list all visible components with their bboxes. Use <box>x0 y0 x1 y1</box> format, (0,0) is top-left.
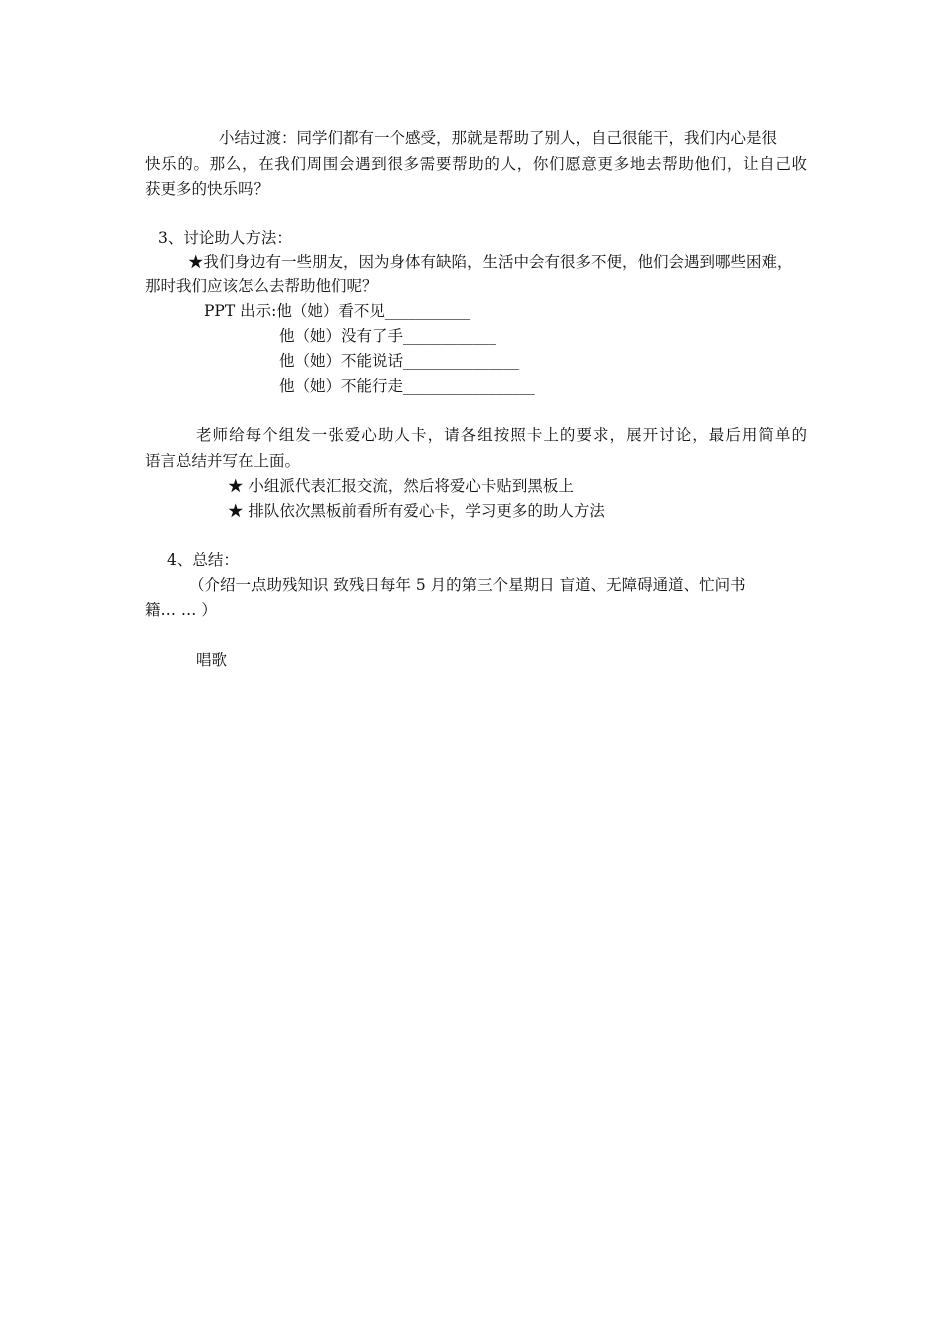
bullet-item-view-cards: ★ 排队依次黑板前看所有爱心卡，学习更多的助人方法 <box>228 502 605 520</box>
ppt-item-cannot-speak: 他（她）不能说话_______________ <box>279 352 520 370</box>
section-3-intro-line-1: ★我们身边有一些朋友，因为身体有缺陷，生活中会有很多不便，他们会遇到哪些困难， <box>188 253 793 271</box>
ppt-item-cannot-see: PPT 出示:他（她）看不见___________ <box>204 302 471 320</box>
closing-song: 唱歌 <box>196 651 228 669</box>
section-3-intro-line-2: 那时我们应该怎么去帮助他们呢？ <box>145 277 378 295</box>
summary-line-1: 小结过渡：同学们都有一个感受，那就是帮助了别人，自己很能干，我们内心是很 <box>219 129 778 147</box>
ppt-item-no-hands: 他（她）没有了手____________ <box>279 327 497 345</box>
section-4-note-line-2: 籍… … ） <box>145 601 217 619</box>
section-3-heading: 3、讨论助人方法： <box>158 229 292 247</box>
bullet-item-report: ★ 小组派代表汇报交流，然后将爱心卡贴到黑板上 <box>228 477 574 495</box>
teacher-instruction-line-1: 老师给每个组发一张爱心助人卡，请各组按照卡上的要求，展开讨论，最后用简单的 <box>196 426 807 444</box>
summary-line-3: 获更多的快乐吗？ <box>145 180 270 198</box>
ppt-item-cannot-walk: 他（她）不能行走_________________ <box>279 377 535 395</box>
teacher-instruction-line-2: 语言总结并写在上面。 <box>145 452 301 470</box>
section-4-note-line-1: （介绍一点助残知识 致残日每年 5 月的第三个星期日 盲道、无障碍通道、忙问书 <box>189 576 746 594</box>
summary-line-2: 快乐的。那么，在我们周围会遇到很多需要帮助的人，你们愿意更多地去帮助他们，让自己收 <box>145 155 807 173</box>
section-4-heading: 4、总结： <box>167 551 239 569</box>
